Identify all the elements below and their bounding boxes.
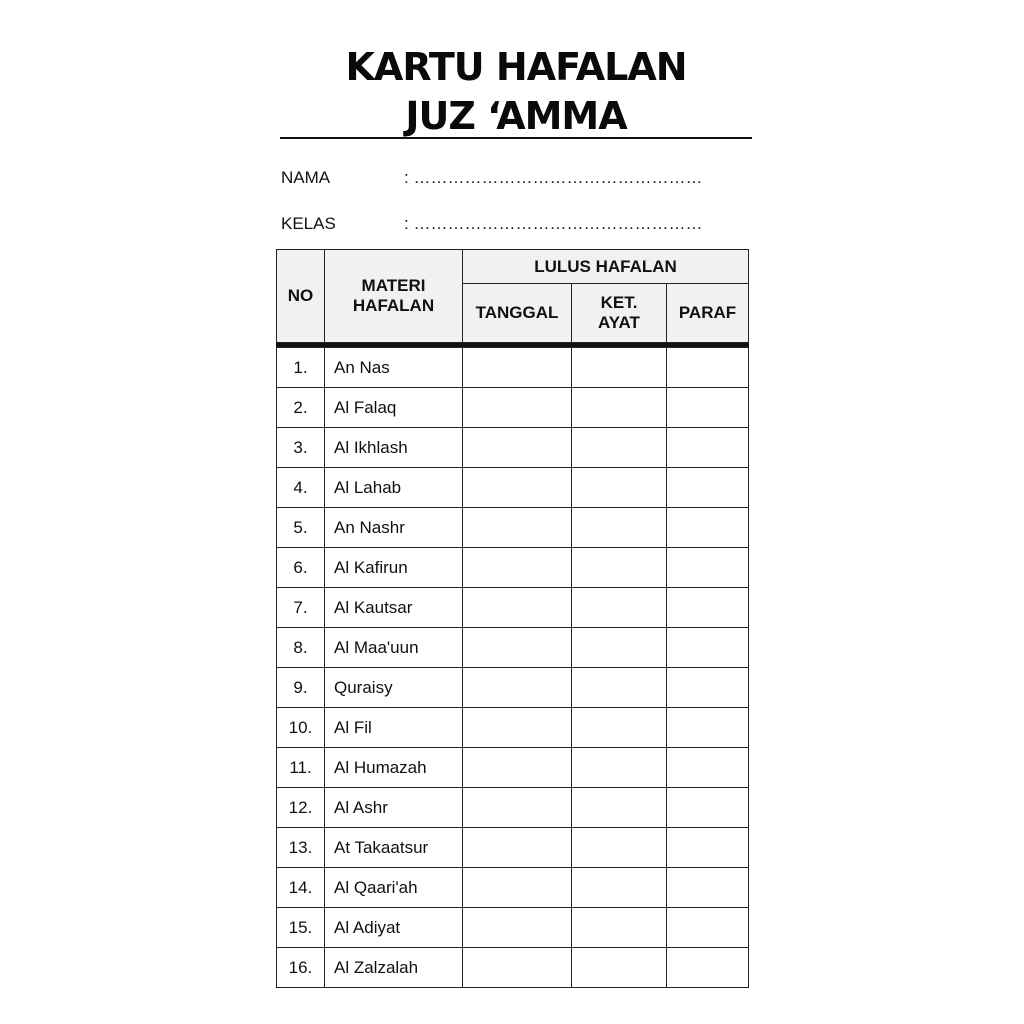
- row-tanggal-cell[interactable]: [463, 508, 572, 548]
- title-underline: [280, 137, 752, 139]
- row-number: 14.: [277, 868, 325, 908]
- row-number: 2.: [277, 388, 325, 428]
- row-tanggal-cell[interactable]: [463, 828, 572, 868]
- title-line-2: JUZ ‘AMMA: [405, 94, 627, 138]
- row-tanggal-cell[interactable]: [463, 428, 572, 468]
- memorization-table: [276, 249, 749, 988]
- row-number: 8.: [277, 628, 325, 668]
- row-paraf-cell[interactable]: [667, 508, 749, 548]
- row-number: 7.: [277, 588, 325, 628]
- row-tanggal-cell[interactable]: [463, 788, 572, 828]
- row-tanggal-cell[interactable]: [463, 668, 572, 708]
- row-number: 10.: [277, 708, 325, 748]
- table-row: [277, 388, 749, 428]
- row-number: 12.: [277, 788, 325, 828]
- row-ket-ayat-cell[interactable]: [572, 588, 667, 628]
- row-number: 3.: [277, 428, 325, 468]
- nama-field: [281, 168, 702, 188]
- nama-fill-line[interactable]: : ……………………………………………: [404, 168, 703, 187]
- row-ket-ayat-cell[interactable]: [572, 348, 667, 388]
- row-ket-ayat-cell[interactable]: [572, 548, 667, 588]
- table-row: [277, 708, 749, 748]
- row-ket-ayat-cell[interactable]: [572, 908, 667, 948]
- table-row: [277, 748, 749, 788]
- kelas-fill-line[interactable]: : ……………………………………………: [404, 214, 703, 233]
- row-number: 15.: [277, 908, 325, 948]
- table-row: [277, 868, 749, 908]
- table-row: [277, 588, 749, 628]
- row-tanggal-cell[interactable]: [463, 588, 572, 628]
- row-tanggal-cell[interactable]: [463, 628, 572, 668]
- title-line-1: KARTU HAFALAN: [345, 45, 687, 89]
- row-tanggal-cell[interactable]: [463, 388, 572, 428]
- header-ket-ayat: KET. AYAT: [572, 284, 667, 343]
- row-tanggal-cell[interactable]: [463, 748, 572, 788]
- row-materi: Al Lahab: [325, 468, 463, 508]
- row-ket-ayat-cell[interactable]: [572, 708, 667, 748]
- row-number: 11.: [277, 748, 325, 788]
- table-row: [277, 508, 749, 548]
- kelas-label: KELAS: [281, 214, 336, 233]
- row-tanggal-cell[interactable]: [463, 908, 572, 948]
- row-number: 1.: [277, 348, 325, 388]
- row-materi: Al Adiyat: [325, 908, 463, 948]
- nama-label: NAMA: [281, 168, 331, 187]
- row-paraf-cell[interactable]: [667, 348, 749, 388]
- row-materi: Al Ashr: [325, 788, 463, 828]
- row-paraf-cell[interactable]: [667, 668, 749, 708]
- row-materi: Al Fil: [325, 708, 463, 748]
- row-paraf-cell[interactable]: [667, 708, 749, 748]
- row-tanggal-cell[interactable]: [463, 708, 572, 748]
- row-number: 4.: [277, 468, 325, 508]
- header-tanggal: TANGGAL: [463, 284, 572, 343]
- row-number: 6.: [277, 548, 325, 588]
- row-number: 13.: [277, 828, 325, 868]
- table-body: [277, 348, 749, 988]
- table-row: [277, 668, 749, 708]
- row-tanggal-cell[interactable]: [463, 348, 572, 388]
- row-materi: Al Zalzalah: [325, 948, 463, 988]
- row-materi: At Takaatsur: [325, 828, 463, 868]
- row-tanggal-cell[interactable]: [463, 548, 572, 588]
- row-ket-ayat-cell[interactable]: [572, 828, 667, 868]
- row-materi: Al Maa'uun: [325, 628, 463, 668]
- row-materi: Al Ikhlash: [325, 428, 463, 468]
- row-ket-ayat-cell[interactable]: [572, 788, 667, 828]
- table-row: [277, 788, 749, 828]
- row-materi: An Nashr: [325, 508, 463, 548]
- row-ket-ayat-cell[interactable]: [572, 468, 667, 508]
- row-number: 9.: [277, 668, 325, 708]
- table-row: [277, 468, 749, 508]
- table-row: [277, 348, 749, 388]
- row-materi: Al Humazah: [325, 748, 463, 788]
- table-row: [277, 628, 749, 668]
- header-paraf: PARAF: [667, 284, 749, 343]
- table-row: [277, 948, 749, 988]
- kelas-field: [281, 214, 702, 234]
- row-ket-ayat-cell[interactable]: [572, 668, 667, 708]
- row-ket-ayat-cell[interactable]: [572, 388, 667, 428]
- row-paraf-cell[interactable]: [667, 788, 749, 828]
- row-tanggal-cell[interactable]: [463, 868, 572, 908]
- header-lulus-hafalan: LULUS HAFALAN: [463, 250, 749, 284]
- row-paraf-cell[interactable]: [667, 588, 749, 628]
- row-number: 5.: [277, 508, 325, 548]
- row-tanggal-cell[interactable]: [463, 948, 572, 988]
- row-ket-ayat-cell[interactable]: [572, 508, 667, 548]
- row-ket-ayat-cell[interactable]: [572, 748, 667, 788]
- row-paraf-cell[interactable]: [667, 908, 749, 948]
- table-row: [277, 908, 749, 948]
- table-row: [277, 828, 749, 868]
- row-materi: Al Kafirun: [325, 548, 463, 588]
- header-materi-hafalan: MATERI HAFALAN: [325, 250, 463, 343]
- row-tanggal-cell[interactable]: [463, 468, 572, 508]
- row-paraf-cell[interactable]: [667, 748, 749, 788]
- row-materi: Al Qaari'ah: [325, 868, 463, 908]
- table-row: [277, 428, 749, 468]
- row-materi: An Nas: [325, 348, 463, 388]
- row-ket-ayat-cell[interactable]: [572, 868, 667, 908]
- row-paraf-cell[interactable]: [667, 948, 749, 988]
- row-materi: Al Kautsar: [325, 588, 463, 628]
- header-no: NO: [277, 250, 325, 343]
- row-paraf-cell[interactable]: [667, 468, 749, 508]
- row-materi: Quraisy: [325, 668, 463, 708]
- row-number: 16.: [277, 948, 325, 988]
- row-paraf-cell[interactable]: [667, 548, 749, 588]
- table-row: [277, 548, 749, 588]
- row-paraf-cell[interactable]: [667, 428, 749, 468]
- row-paraf-cell[interactable]: [667, 628, 749, 668]
- row-ket-ayat-cell[interactable]: [572, 428, 667, 468]
- row-paraf-cell[interactable]: [667, 828, 749, 868]
- row-paraf-cell[interactable]: [667, 868, 749, 908]
- row-paraf-cell[interactable]: [667, 388, 749, 428]
- row-ket-ayat-cell[interactable]: [572, 948, 667, 988]
- row-ket-ayat-cell[interactable]: [572, 628, 667, 668]
- row-materi: Al Falaq: [325, 388, 463, 428]
